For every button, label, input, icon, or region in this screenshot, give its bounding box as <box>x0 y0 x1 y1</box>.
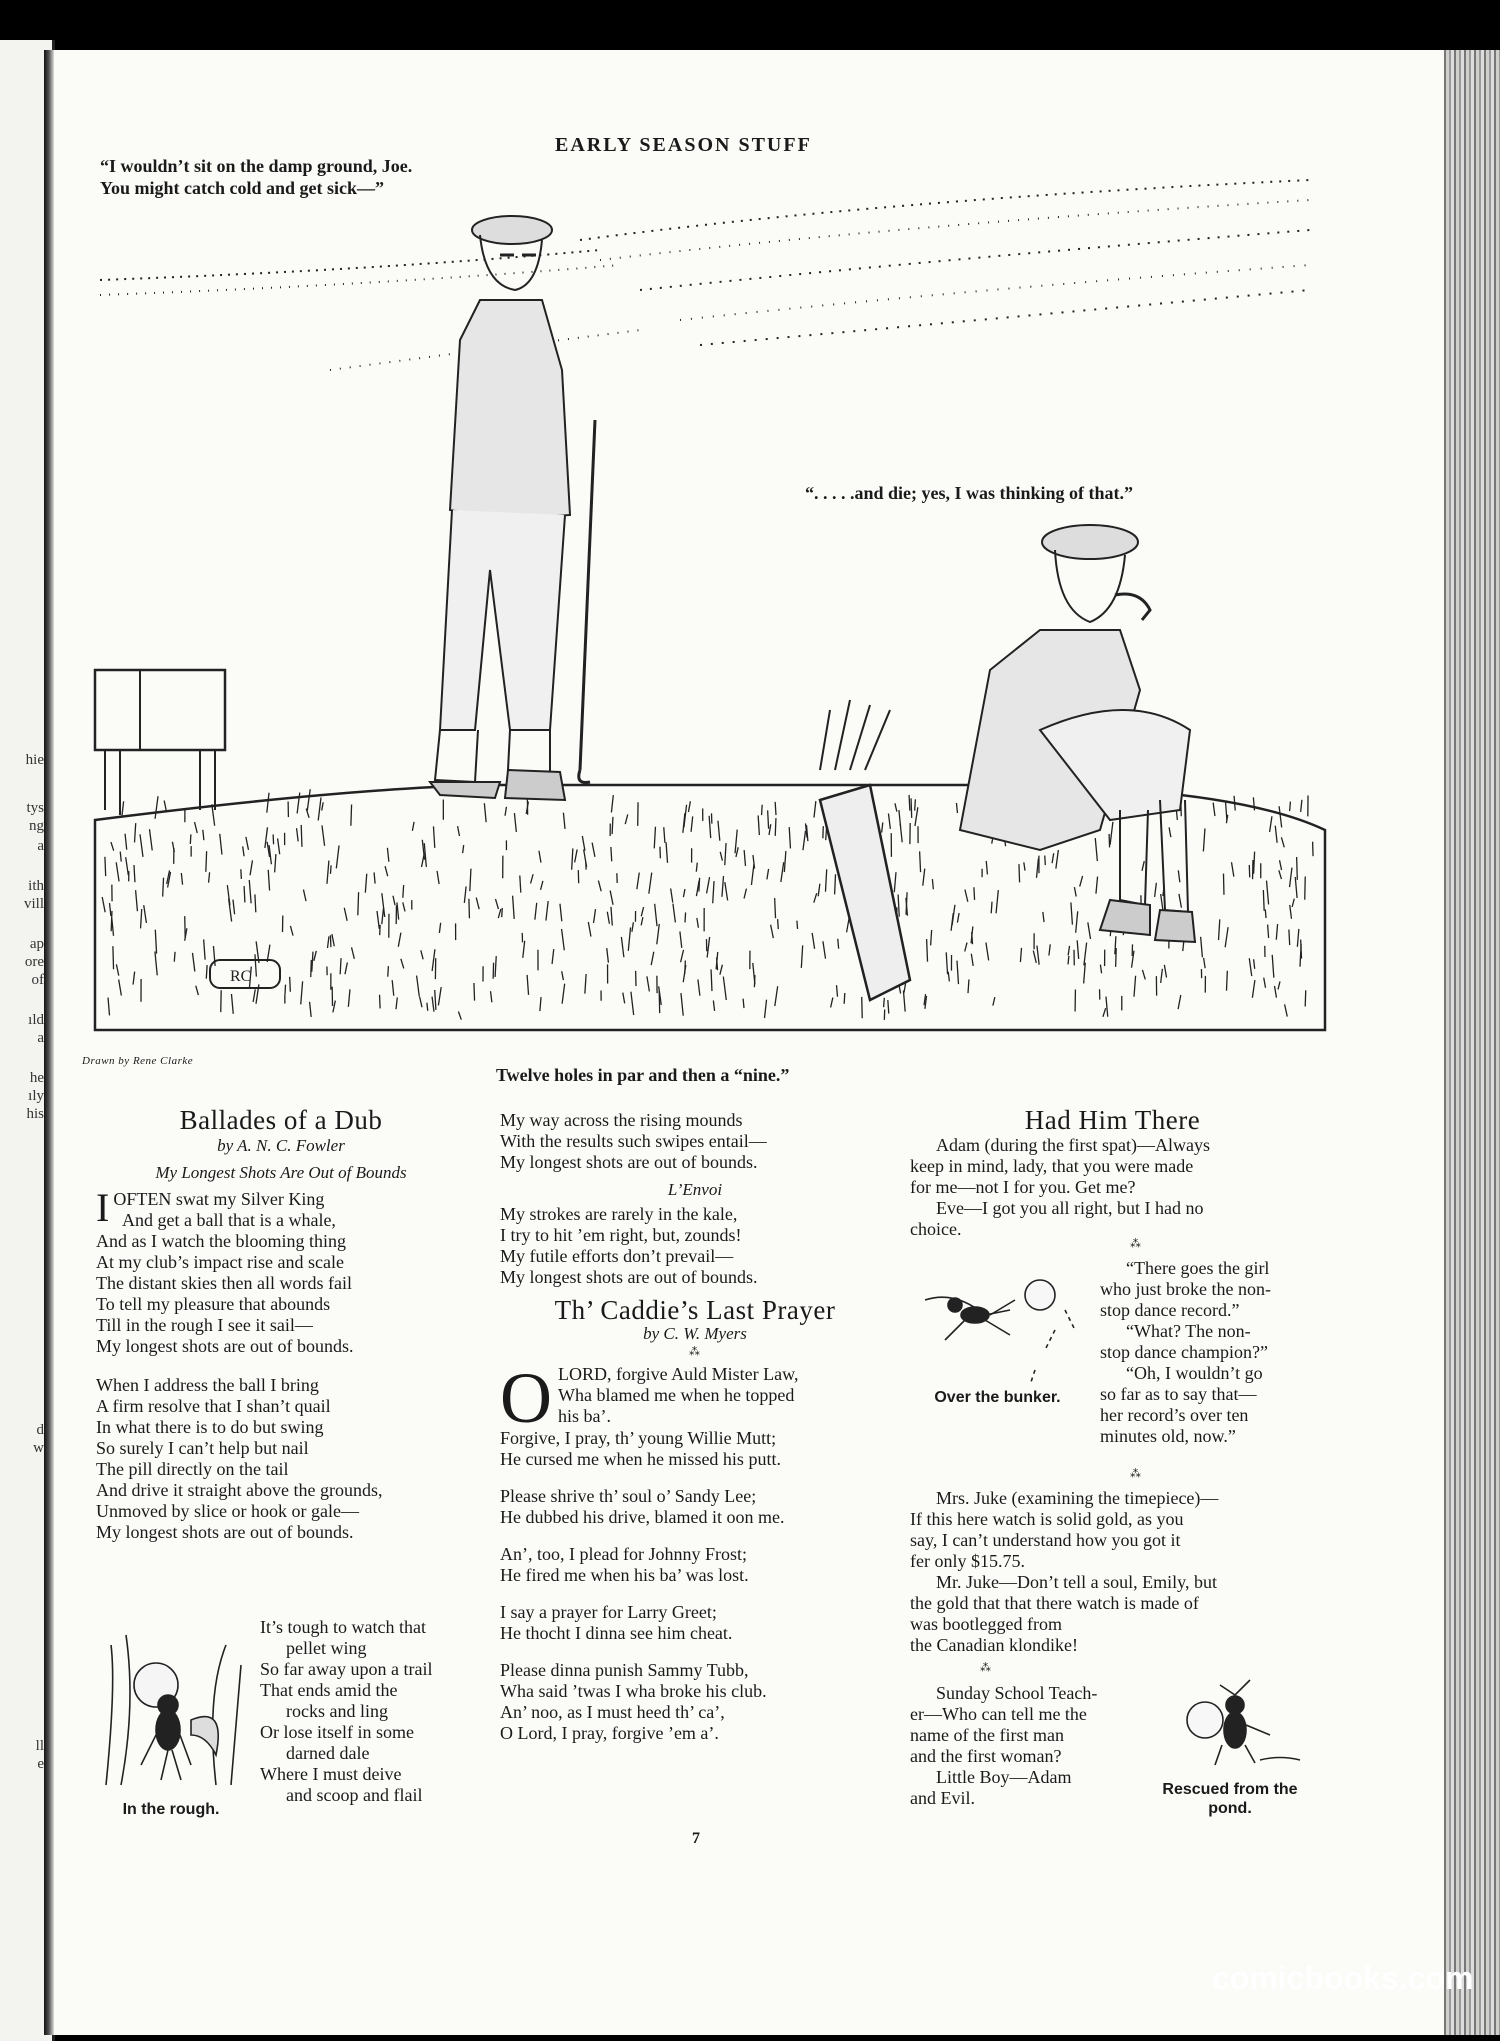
page-title: EARLY SEASON STUFF <box>555 134 812 156</box>
ballades-stanza-2 <box>96 1375 466 1543</box>
book-spine <box>44 50 54 2035</box>
verse-line: When I address the ball I bring <box>96 1375 319 1395</box>
verse-line: That ends amid the <box>260 1680 398 1700</box>
verse-line: I say a prayer for Larry Greet; <box>500 1602 717 1622</box>
caddie-stanza <box>500 1544 890 1586</box>
edge-text-fragment: he <box>29 1070 44 1086</box>
joke-line: for me—not I for you. Get me? <box>910 1177 1136 1197</box>
caddie-stanza <box>500 1660 890 1744</box>
verse-line: OFTEN swat my Silver King <box>113 1189 325 1209</box>
site-watermark: comicbooks.com <box>1212 1960 1474 1996</box>
ballades-byline: by A. N. C. Fowler <box>217 1136 345 1155</box>
verse-line: He cursed me when he missed his putt. <box>500 1449 781 1469</box>
verse-line: The pill directly on the tail <box>96 1459 289 1479</box>
speech-caption-top: “I wouldn’t sit on the damp ground, Joe. You might catch cold and get sick—” <box>100 156 413 198</box>
verse-line: Wha said ’twas I wha broke his club. <box>500 1681 767 1701</box>
joke-line: er—Who can tell me the <box>910 1704 1087 1724</box>
edge-text-fragment: ith <box>28 878 44 894</box>
juke-joke <box>910 1488 1315 1656</box>
verse-line: My longest shots are out of bounds. <box>96 1522 354 1542</box>
speech-caption-right: “. . . . .and die; yes, I was thinking of that.” <box>805 483 1134 503</box>
verse-line: The distant skies then all words fail <box>96 1273 352 1293</box>
verse-line: My longest shots are out of bounds. <box>500 1152 758 1172</box>
joke-line: keep in mind, lady, that you were made <box>910 1156 1194 1176</box>
ballades-subtitle: My Longest Shots Are Out of Bounds <box>155 1163 407 1182</box>
edge-text-fragment: ıld <box>28 1012 44 1028</box>
joke-line: who just broke the non- <box>1100 1279 1271 1299</box>
edge-text-fragment: tys <box>26 800 44 816</box>
verse-line: O Lord, I pray, forgive ’em a’. <box>500 1723 719 1743</box>
verse-line: In what there is to do but swing <box>96 1417 324 1437</box>
joke-line: fer only $15.75. <box>910 1551 1025 1571</box>
joke-line: Sunday School Teach- <box>936 1683 1098 1703</box>
verse-line: Please shrive th’ soul o’ Sandy Lee; <box>500 1486 757 1506</box>
joke-line: minutes old, now.” <box>1100 1426 1236 1446</box>
verse-line: To tell my pleasure that abounds <box>96 1294 331 1314</box>
edge-text-fragment: ll <box>35 1738 44 1754</box>
caddie-stanza <box>500 1486 890 1528</box>
separator-asterisms: ⁂ <box>1130 1468 1142 1480</box>
verse-line: LORD, forgive Auld Mister Law, <box>558 1364 799 1384</box>
joke-line: “What? The non- <box>1126 1321 1251 1341</box>
verse-line: I try to hit ’em right, but, zounds! <box>500 1225 742 1245</box>
page-number: 7 <box>692 1830 700 1847</box>
joke-line: If this here watch is solid gold, as you <box>910 1509 1184 1529</box>
verse-line: He fired me when his ba’ was lost. <box>500 1565 749 1585</box>
imp-in-rough-illustration <box>96 1625 246 1795</box>
verse-line: Please dinna punish Sammy Tubb, <box>500 1660 749 1680</box>
edge-text-fragment: d <box>36 1422 44 1438</box>
caddie-opening <box>500 1358 890 1470</box>
golf-cartoon-illustration <box>80 170 1370 1050</box>
verse-line: My longest shots are out of bounds. <box>500 1267 758 1287</box>
verse-line: his ba’. <box>558 1406 611 1426</box>
over-the-bunker-caption: Over the bunker. <box>934 1389 1061 1406</box>
joke-line: “There goes the girl <box>1126 1258 1270 1278</box>
verse-line: So far away upon a trail <box>260 1659 433 1679</box>
joke-line: “Oh, I wouldn’t go <box>1126 1363 1263 1383</box>
envoi-stanza <box>500 1204 890 1288</box>
joke-line: so far as to say that— <box>1100 1384 1257 1404</box>
verse-line: My longest shots are out of bounds. <box>96 1336 354 1356</box>
edge-text-fragment: ap <box>29 936 44 952</box>
verse-line: and scoop and flail <box>286 1785 423 1805</box>
envoi-title: L’Envoi <box>667 1180 723 1199</box>
verse-line: pellet wing <box>286 1638 367 1658</box>
joke-line: was bootlegged from <box>910 1614 1062 1634</box>
joke-line: stop dance record.” <box>1100 1300 1240 1320</box>
edge-text-fragment: e <box>37 1756 44 1772</box>
ballades-stanza-3-continued <box>500 1110 890 1173</box>
verse-line: An’ noo, as I must heed th’ ca’, <box>500 1702 725 1722</box>
cartoon-caption: Twelve holes in par and then a “nine.” <box>496 1065 790 1085</box>
dance-record-joke <box>1100 1258 1315 1447</box>
edge-text-fragment: vill <box>23 896 44 912</box>
caddie-dropcap: O <box>500 1358 552 1438</box>
in-the-rough-caption: In the rough. <box>122 1801 220 1818</box>
joke-line: the Canadian klondike! <box>910 1635 1078 1655</box>
verse-line: He dubbed his drive, blamed it oon me. <box>500 1507 785 1527</box>
separator-asterisms: ⁂ <box>1130 1238 1142 1250</box>
joke-line: say, I can’t understand how you got it <box>910 1530 1181 1550</box>
edge-text-fragment: a <box>37 1030 44 1046</box>
verse-line: rocks and ling <box>286 1701 388 1721</box>
verse-line: A firm resolve that I shan’t quail <box>96 1396 331 1416</box>
edge-text-fragment: a <box>37 838 44 854</box>
ballades-dropcap: I <box>96 1185 110 1230</box>
verse-line: Where I must deive <box>260 1764 402 1784</box>
edge-text-fragment: of <box>31 972 44 988</box>
joke-line: name of the first man <box>910 1725 1064 1745</box>
sunday-school-joke <box>910 1683 1150 1809</box>
artist-signature: RC <box>230 968 252 985</box>
joke-line: Mr. Juke—Don’t tell a soul, Emily, but <box>936 1572 1217 1592</box>
rescued-caption: Rescued from the pond. <box>1162 1781 1298 1817</box>
verse-line: My way across the rising mounds <box>500 1110 743 1130</box>
joke-line: Eve—I got you all right, but I had no <box>936 1198 1204 1218</box>
joke-line: the gold that that there watch is made of <box>910 1593 1199 1613</box>
edge-text-fragment: ore <box>24 954 44 970</box>
separator-asterisms: ⁂ <box>689 1346 701 1358</box>
verse-line: And get a ball that is a whale, <box>122 1210 336 1230</box>
verse-line: With the results such swipes entail— <box>500 1131 767 1151</box>
imp-rescued-illustration <box>1160 1665 1310 1775</box>
had-him-title: Had Him There <box>1024 1105 1201 1135</box>
ballades-column <box>96 1105 466 1543</box>
verse-line: Wha blamed me when he topped <box>558 1385 795 1405</box>
edge-text-fragment: hie <box>25 752 44 768</box>
caddie-stanza <box>500 1602 890 1644</box>
verse-line: Forgive, I pray, th’ young Willie Mutt; <box>500 1428 777 1448</box>
verse-line: Till in the rough I see it sail— <box>96 1315 313 1335</box>
page-stack-edge <box>1444 50 1500 2035</box>
verse-line: It’s tough to watch that <box>260 1617 426 1637</box>
joke-line: Adam (during the first spat)—Always <box>936 1135 1210 1155</box>
verse-line: And as I watch the blooming thing <box>96 1231 346 1251</box>
verse-line: darned dale <box>286 1743 370 1763</box>
edge-text-fragment: ıly <box>28 1088 44 1104</box>
verse-line: So surely I can’t help but nail <box>96 1438 309 1458</box>
verse-line: At my club’s impact rise and scale <box>96 1252 344 1272</box>
verse-line: He thocht I dinna see him cheat. <box>500 1623 733 1643</box>
caddie-title: Th’ Caddie’s Last Prayer <box>554 1295 836 1325</box>
edge-text-fragment: w <box>33 1440 44 1456</box>
imp-over-bunker-illustration <box>915 1270 1085 1390</box>
joke-line: her record’s over ten <box>1100 1405 1249 1425</box>
verse-line: My futile efforts don’t prevail— <box>500 1246 734 1266</box>
ballades-title: Ballades of a Dub <box>179 1105 383 1135</box>
separator-asterisms: ⁂ <box>980 1662 992 1674</box>
joke-line: choice. <box>910 1219 962 1239</box>
verse-line: An’, too, I plead for Johnny Frost; <box>500 1544 747 1564</box>
ballades-stanza-1 <box>96 1185 466 1357</box>
joke-line: Little Boy—Adam <box>936 1767 1072 1787</box>
ballades-stanza-3 <box>260 1617 482 1806</box>
artist-credit: Drawn by Rene Clarke <box>82 1055 194 1067</box>
edge-text-fragment: ng <box>29 818 44 834</box>
middle-column <box>500 1110 890 1744</box>
had-him-there-column <box>910 1105 1315 1240</box>
verse-line: Unmoved by slice or hook or gale— <box>96 1501 359 1521</box>
verse-line: My strokes are rarely in the kale, <box>500 1204 738 1224</box>
edge-text-fragment: his <box>26 1106 44 1122</box>
caddie-byline: by C. W. Myers <box>643 1324 747 1343</box>
joke-line: stop dance champion?” <box>1100 1342 1268 1362</box>
verse-line: Or lose itself in some <box>260 1722 414 1742</box>
adam-eve-joke <box>910 1135 1315 1240</box>
joke-line: and the first woman? <box>910 1746 1062 1766</box>
joke-line: and Evil. <box>910 1788 975 1808</box>
joke-line: Mrs. Juke (examining the timepiece)— <box>936 1488 1219 1508</box>
verse-line: And drive it straight above the grounds, <box>96 1480 383 1500</box>
